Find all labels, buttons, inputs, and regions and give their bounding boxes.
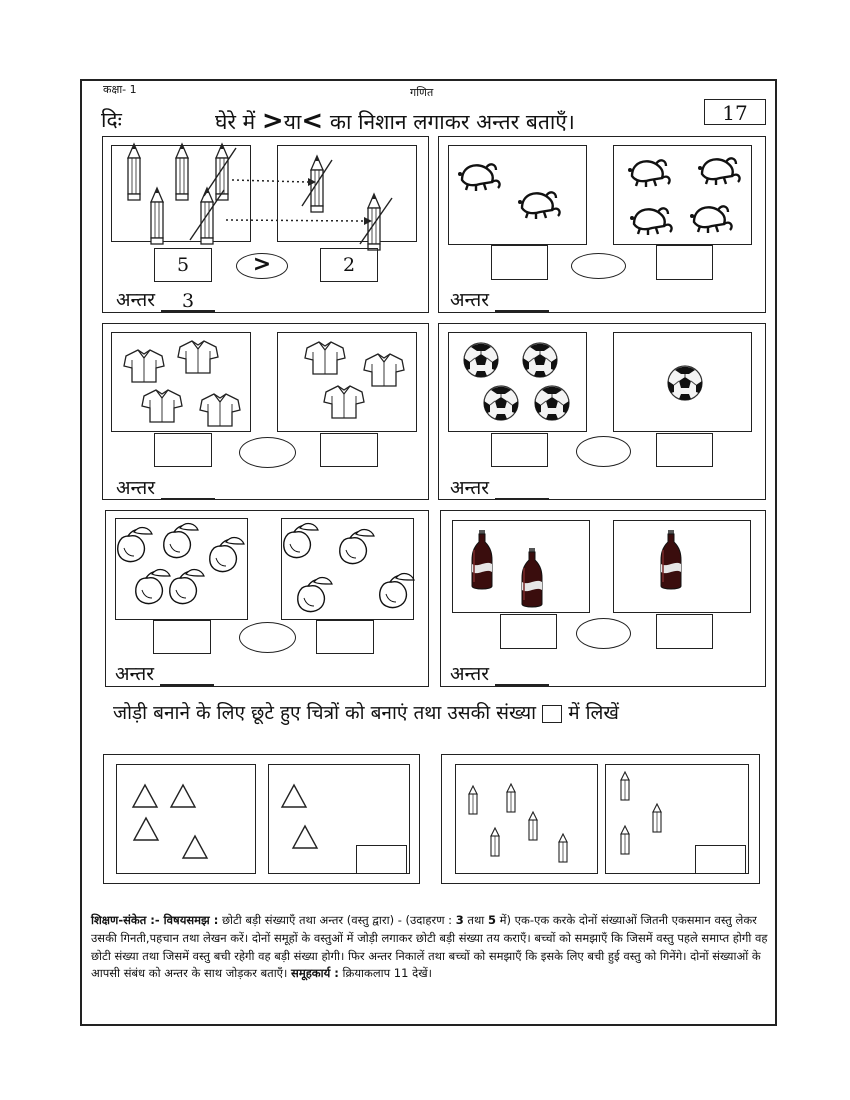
teacher-note-num-1: 3 [455, 913, 464, 927]
teacher-note-label: शिक्षण-संकेत :- विषयसमझ : [91, 913, 219, 927]
subject-label: गणित [410, 86, 434, 99]
pencils-difference-blank[interactable]: 3 [161, 292, 215, 312]
direction-label: दिः [101, 108, 122, 132]
teacher-note-text-2: तथा [467, 913, 485, 927]
title-text-2: का निशान लगाकर अन्तर बताएँ। [329, 110, 575, 134]
teacher-note-text-1: छोटी बड़ी संख्याएँ तथा अन्तर (वस्तु द्वारा) - (उदाहरण : [221, 913, 453, 927]
class-label: कक्षा- 1 [103, 83, 137, 96]
instruction-text-2: में लिखें [568, 702, 619, 724]
group-work-text: क्रियाकलाप 11 देखें। [342, 966, 432, 981]
title-text-1: घेरे में [215, 110, 256, 134]
instruction-text-1: जोड़ी बनाने के लिए छूटे हुए चित्रों को बनाएं तथा उसकी संख्या [113, 702, 537, 724]
teacher-note-num-2: 5 [487, 913, 496, 927]
group-work-label: समूहकार्य : [291, 966, 339, 981]
pencils-right-count-box[interactable]: 2 [320, 248, 378, 282]
pencils-left-count-box[interactable]: 5 [154, 248, 212, 282]
antar-label: अन्तर [116, 289, 155, 311]
antar-label: अन्तर [450, 477, 489, 499]
title-lt-sign: < [301, 106, 324, 136]
antar-label: अन्तर [450, 289, 489, 311]
pencils-compare-oval[interactable]: > [236, 253, 288, 279]
teacher-note-text-3: में) एक-एक करके दोनों संख्याओं जितनी एकसमान वस्तु लेकर उसकी गिनती,पहचान तथा लेखन करें। दोनों समूहों के वस्तुओं में जोड़ी लगाकर छोटी बड़ी संख्या तय कराएँ। बच्चों को समझाएँ कि जिसमें वस्तु पहले समाप्त होगी वह छोटी संख्या तथा जिसमें वस्तु बची रहेगी वह बड़ी संख्या होगी। फिर अन्तर निकालें तथा बच्चों को समझाएँ कि इसके लिए बची हुई वस्तु को गिनेंगे। दोनों संख्याओं के आपसी संबंध को अन्तर के साथ जोड़कर बताएँ। [91, 913, 768, 981]
antar-label: अन्तर [116, 477, 155, 499]
antar-label: अन्तर [450, 663, 489, 685]
page-number: 17 [704, 99, 766, 125]
title-gt-sign: > [261, 106, 284, 136]
title-ya: या [283, 110, 302, 134]
teacher-note [91, 912, 771, 983]
antar-label: अन्तर [115, 663, 154, 685]
